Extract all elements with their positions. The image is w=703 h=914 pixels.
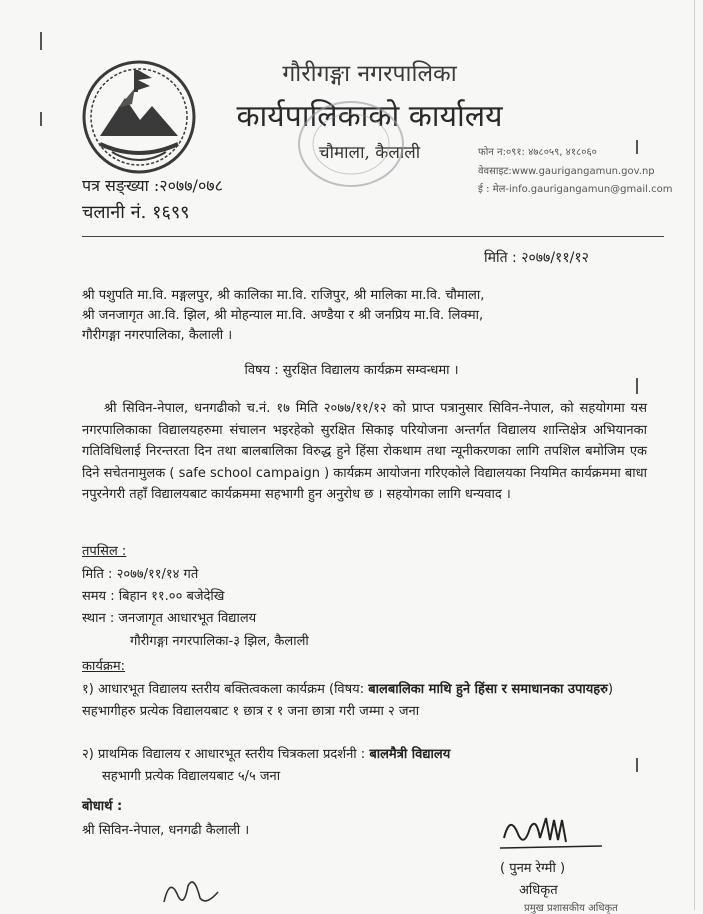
details-place-line2: गौरीगङ्गा नगरपालिका-३ झिल, कैलाली [130, 634, 309, 649]
addressee-line: श्री जनजागृत आ.वि. झिल, श्री मोहन्याल मा.वि. अण्डैया र श्री जनप्रिय मा.वि. लिक्मा, [82, 308, 484, 323]
letter-number: पत्र सङ्ख्या :२०७७/०७८ [82, 176, 223, 195]
item-text: १) आधारभूत विद्यालय स्तरीय बक्तित्वकला कार्यक्रम (विषय: [82, 682, 369, 697]
scan-edge-line [694, 0, 695, 910]
addressee-line: श्री पशुपति मा.वि. मङ्गलपुर, श्री कालिका मा.वि. राजिपुर, श्री मालिका मा.वि. चौमाला, [82, 288, 485, 303]
scan-artifact [636, 140, 638, 154]
addressee-line: गौरीगङ्गा नगरपालिका, कैलाली । [82, 328, 233, 343]
item-emphasis: बालमैत्री विद्यालय [369, 747, 451, 762]
office-location: चौमाला, कैलाली [318, 143, 421, 163]
programme-heading: कार्यक्रम: [82, 659, 126, 674]
signature [496, 808, 606, 858]
memo-line: श्री सिविन-नेपाल, धनगढी कैलाली । [82, 823, 250, 838]
office-name: गौरीगङ्गा नगरपालिका [282, 61, 457, 87]
office-stamp [296, 98, 406, 190]
office-title: कार्यपालिकाको कार्यालय [236, 99, 503, 134]
memo-heading: बोधार्थ : [82, 799, 123, 814]
body-paragraph [82, 398, 647, 506]
header-divider [82, 236, 664, 237]
scan-artifact [40, 32, 42, 50]
programme-item-2 [82, 744, 647, 787]
item-emphasis: बालबालिका माथि हुने हिंसा र समाधानका उपायहरु [368, 682, 608, 697]
contact-email: ई : मेल-info.gaurigangamun@gmail.com [478, 184, 673, 195]
initials-scribble [158, 872, 228, 910]
signatory-extra: प्रमुख प्रशासकीय अधिकृत [524, 903, 618, 914]
signatory-designation: अधिकृत [519, 883, 558, 898]
details-heading: तपसिल : [82, 544, 127, 559]
item-text: २) प्राथमिक विद्यालय र आधारभूत स्तरीय चित्रकला प्रदर्शनी : [82, 747, 370, 762]
addressee-block [82, 286, 647, 346]
dispatch-number: चलानी नं. १६९९ [82, 202, 190, 223]
details-date: मिति : २०७७/११/१४ गते [82, 567, 199, 582]
scan-artifact [40, 112, 42, 126]
item-text: ) सहभागीहरु प्रत्येक विद्यालयबाट १ छात्र र १ जना छात्रा गरी जम्मा २ जना [82, 682, 614, 719]
scan-artifact [636, 758, 638, 772]
details-time: समय : बिहान ११.०० बजेदेखि [82, 589, 225, 604]
contact-phone: फोन न:०९१: ४७८०५९, ४१८०६० [478, 147, 597, 158]
programme-item-1 [82, 679, 647, 722]
scan-artifact [636, 378, 638, 394]
details-place: स्थान : जनजागृत आधारभूत विद्यालय [82, 611, 257, 626]
letter-date: मिति : २०७७/११/१२ [484, 250, 589, 266]
subject-line: विषय : सुरक्षित विद्यालय कार्यक्रम सम्वन्धमा । [244, 363, 459, 378]
signatory-name: ( पुनम रेग्मी ) [500, 861, 566, 876]
contact-website: वेवसाइट:www.gaurigangamun.gov.np [478, 166, 655, 177]
item-text: सहभागी प्रत्येक विद्यालयबाट ५/५ जना [102, 768, 281, 784]
body-text: श्री सिविन-नेपाल, धनगढीको च.नं. १७ मिति २०७७/११/१२ को प्राप्त पत्रानुसार सिविन-नेपाल, को सहयोगमा यस नगरपालिकाका विद्यालयहरुमा संचालन भइरहेको सुरक्षित सिकाइ परियोजना अन्तर्गत विद्यालय शान्तिक्षेत्र अभियानका गतिविधिलाई निरन्तरता दिन तथा बालबालिका विरुद्ध हुने हिंसा रोकथाम तथा न्यूनीकरणका लागि तपशिल बमोजिम एक दिने सचेतनामुलक ( safe school campaign ) कार्यक्रम आयोजना गरिएकोले विद्यालयका नियमित कार्यक्रममा बाधा नपुरनेगरी तहाँ विद्यालयबाट कार्यक्रममा सहभागी हुन अनुरोध छ । सहयोगका लागि धन्यवाद । [82, 401, 647, 502]
